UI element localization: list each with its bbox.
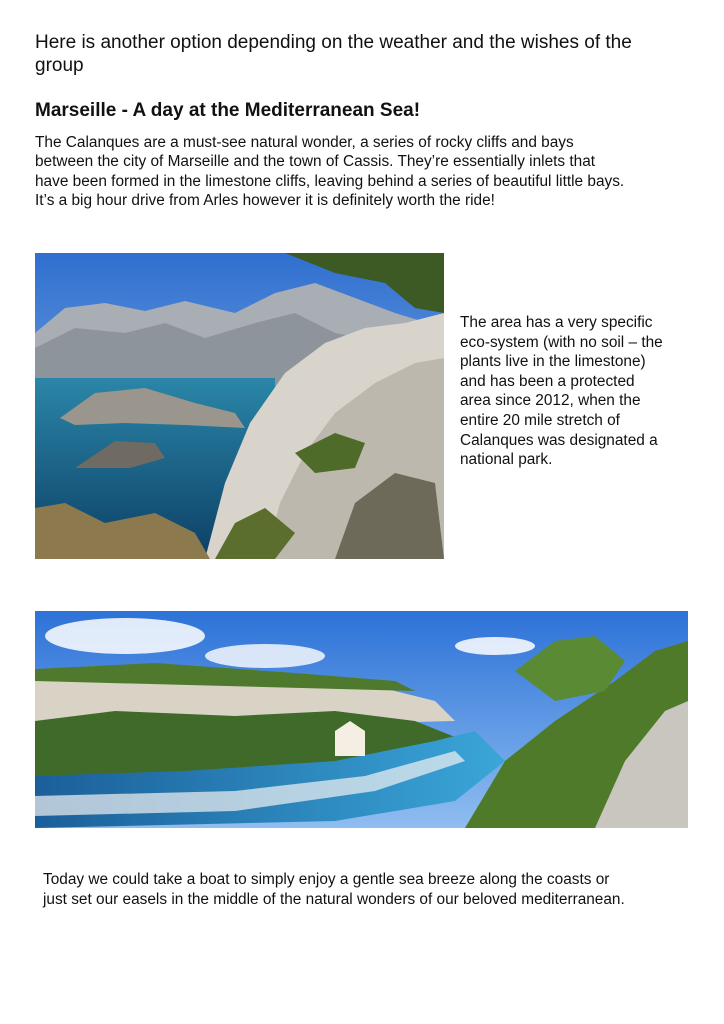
eco-system-note xyxy=(460,313,695,470)
note-line: eco-system (with no soil – the xyxy=(460,333,663,351)
note-line: national park. xyxy=(460,451,553,469)
description-line: The Calanques are a must-see natural wonder, a series of rocky cliffs and bays xyxy=(35,134,574,151)
note-line: The area has a very specific xyxy=(460,314,653,331)
closing-line: just set our easels in the middle of the natural wonders of our beloved mediterranean. xyxy=(43,890,625,908)
closing-text xyxy=(43,870,703,909)
note-line: entire 20 mile stretch of xyxy=(460,411,620,429)
intro-text xyxy=(35,31,695,77)
note-line: area since 2012, when the xyxy=(460,392,641,410)
calanques-description xyxy=(35,133,710,210)
harbor-photo-illustration xyxy=(35,611,688,828)
calanques-cliff-photo xyxy=(35,253,444,559)
intro-line: Here is another option depending on the weather and the wishes of the xyxy=(35,32,632,53)
calanque-harbor-photo xyxy=(35,611,688,828)
cliff-photo-illustration xyxy=(35,253,444,559)
note-line: and has been a protected xyxy=(460,372,635,390)
section-title: Marseille - A day at the Mediterranean Sea! xyxy=(35,100,421,121)
description-line: between the city of Marseille and the town of Cassis. They’re essentially inlets that xyxy=(35,153,596,171)
note-line: plants live in the limestone) xyxy=(460,353,646,371)
closing-line: Today we could take a boat to simply enjoy a gentle sea breeze along the coasts or xyxy=(43,871,610,888)
description-line: It’s a big hour drive from Arles however it is definitely worth the ride! xyxy=(35,191,495,209)
intro-line: group xyxy=(35,55,84,76)
description-line: have been formed in the limestone cliffs, leaving behind a series of beautiful little bays. xyxy=(35,172,625,190)
note-line: Calanques was designated a xyxy=(460,431,658,449)
